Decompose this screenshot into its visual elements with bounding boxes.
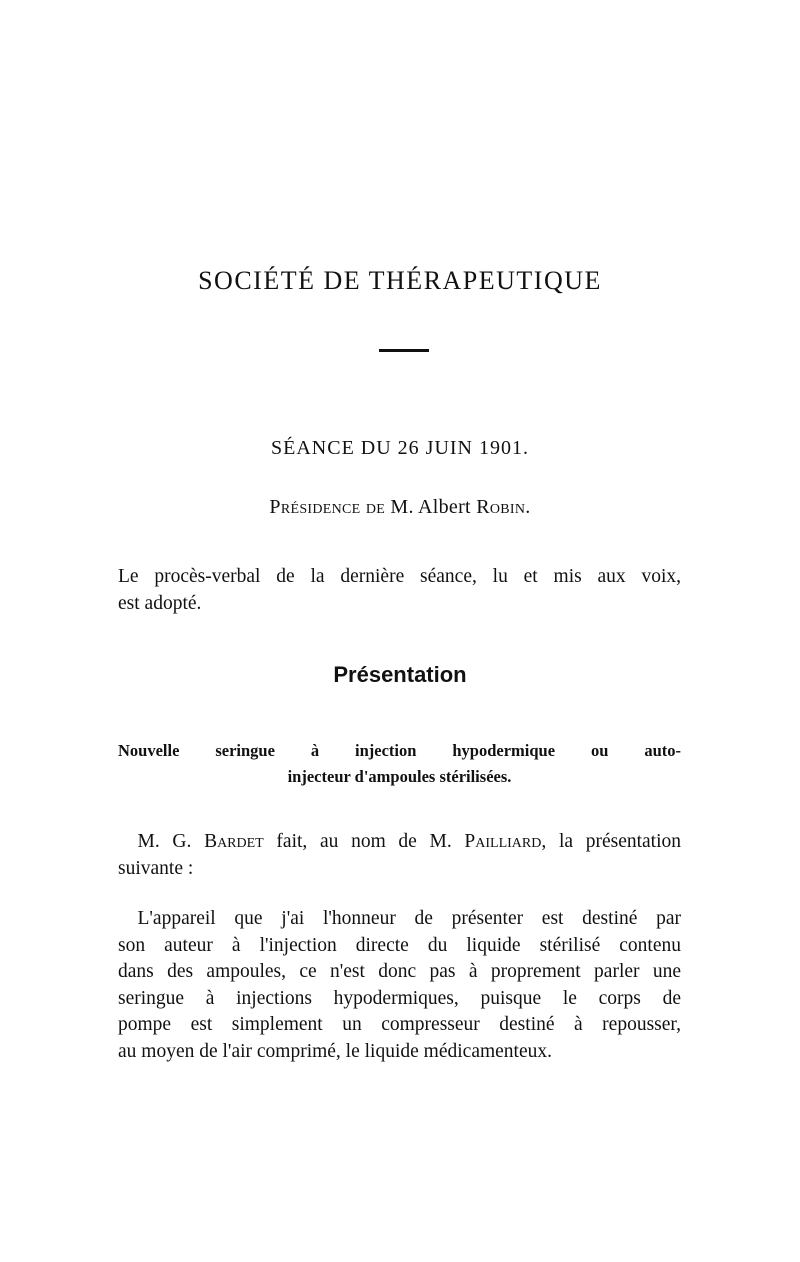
- president-last-name: Robin.: [476, 496, 531, 518]
- session-title: SÉANCE DU 26 JUIN 1901.: [271, 437, 529, 459]
- intro-line-2: suivante :: [118, 857, 194, 879]
- presidence-prefix: Présidence de: [269, 496, 386, 518]
- title-divider: [379, 349, 429, 352]
- subject-heading: [118, 738, 681, 790]
- body-paragraph: [118, 906, 681, 1065]
- body-line: dans des ampoules, ce n'est donc pas à proprement parler une: [118, 961, 681, 982]
- society-title: SOCIÉTÉ DE THÉRAPEUTIQUE: [198, 266, 602, 295]
- body-line: [118, 906, 681, 933]
- body-line-1-text: L'appareil que j'ai l'honneur de présenter est destiné par: [137, 908, 681, 929]
- presidence-line: [0, 496, 800, 519]
- president-first-name: Albert: [418, 496, 471, 518]
- minutes-line-1: Le procès-verbal de la dernière séance, lu et mis aux voix,: [118, 566, 681, 587]
- subject-line-2: injecteur d'ampoules stérilisées.: [287, 767, 512, 786]
- subject-line-1: Nouvelle seringue à injection hypodermique ou auto-: [118, 741, 681, 760]
- body-line: pompe est simplement un compresseur destiné à repousser,: [118, 1014, 681, 1035]
- intro-part-2: fait, au nom de M.: [263, 831, 465, 852]
- section-heading: Présentation: [333, 662, 467, 687]
- intro-line-1: [118, 829, 681, 856]
- intro-name-bardet: Bardet: [204, 831, 264, 852]
- intro-paragraph: [118, 829, 681, 882]
- minutes-paragraph: [118, 564, 681, 617]
- body-line: seringue à injections hypodermiques, puisque le corps de: [118, 987, 681, 1009]
- intro-part-1: M. G.: [137, 831, 205, 852]
- body-line: son auteur à l'injection directe du liquide stérilisé contenu: [118, 934, 681, 956]
- intro-name-pailliard: Pailliard: [464, 831, 542, 852]
- minutes-line-2: est adopté.: [118, 592, 202, 614]
- intro-part-3: , la présentation: [541, 831, 682, 852]
- body-line: au moyen de l'air comprimé, le liquide médicamenteux.: [118, 1040, 552, 1062]
- presidence-m: M.: [390, 496, 414, 518]
